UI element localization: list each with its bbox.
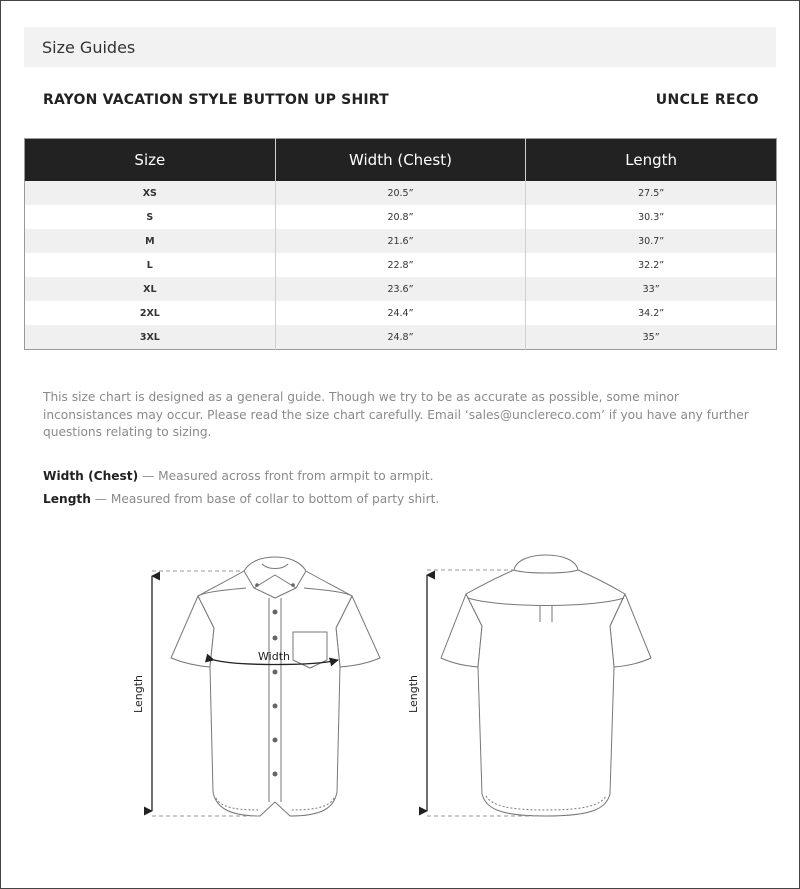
size-cell: 2XL: [25, 301, 276, 325]
width-description: — Measured across front from armpit to armpit.: [138, 469, 434, 483]
length-definition: [43, 492, 439, 506]
length-term: Length: [43, 492, 91, 506]
width-cell: 22.8”: [275, 253, 526, 277]
table-header-row: [25, 139, 777, 182]
front-length-label: Length: [132, 675, 145, 713]
size-cell: 3XL: [25, 325, 276, 350]
column-header-length: Length: [526, 139, 777, 182]
length-cell: 34.2”: [526, 301, 777, 325]
size-cell: XL: [25, 277, 276, 301]
length-cell: 30.3”: [526, 205, 777, 229]
width-label: Width: [258, 650, 290, 663]
brand-name: UNCLE RECO: [655, 92, 759, 108]
size-cell: L: [25, 253, 276, 277]
size-cell: XS: [25, 181, 276, 205]
back-shirt-illustration: [441, 555, 651, 816]
length-description: — Measured from base of collar to bottom of party shirt.: [90, 492, 440, 506]
width-cell: 20.5”: [275, 181, 526, 205]
size-cell: S: [25, 205, 276, 229]
front-shirt-illustration: [171, 557, 380, 816]
table-row: [25, 253, 777, 277]
back-length-label: Length: [407, 675, 420, 713]
size-cell: M: [25, 229, 276, 253]
table-row: [25, 277, 777, 301]
width-cell: 20.8”: [275, 205, 526, 229]
width-cell: 23.6”: [275, 277, 526, 301]
column-header-width: Width (Chest): [275, 139, 526, 182]
size-chart-table: [24, 138, 777, 350]
table-row: [25, 181, 777, 205]
table-row: [25, 301, 777, 325]
product-title: RAYON VACATION STYLE BUTTON UP SHIRT: [43, 92, 389, 108]
width-cell: 21.6”: [275, 229, 526, 253]
size-chart-disclaimer: This size chart is designed as a general guide. Though we try to be as accurate as possible, some minor inconsistances may occur. Please read the size chart carefully. Email ‘sales@unclereco.com’ if you have any further questions relating to sizing.: [43, 390, 749, 439]
length-cell: 27.5”: [526, 181, 777, 205]
column-header-size: Size: [25, 139, 276, 182]
length-cell: 35”: [526, 325, 777, 350]
table-row: [25, 325, 777, 350]
width-cell: 24.4”: [275, 301, 526, 325]
width-term: Width (Chest): [43, 469, 139, 483]
shirt-measurement-diagram: [0, 540, 800, 840]
length-cell: 32.2”: [526, 253, 777, 277]
size-guides-title: Size Guides: [42, 37, 136, 57]
table-row: [25, 229, 777, 253]
table-row: [25, 205, 777, 229]
size-guides-header: [24, 27, 776, 67]
width-definition: [43, 469, 434, 483]
width-cell: 24.8”: [275, 325, 526, 350]
length-cell: 33”: [526, 277, 777, 301]
length-cell: 30.7”: [526, 229, 777, 253]
